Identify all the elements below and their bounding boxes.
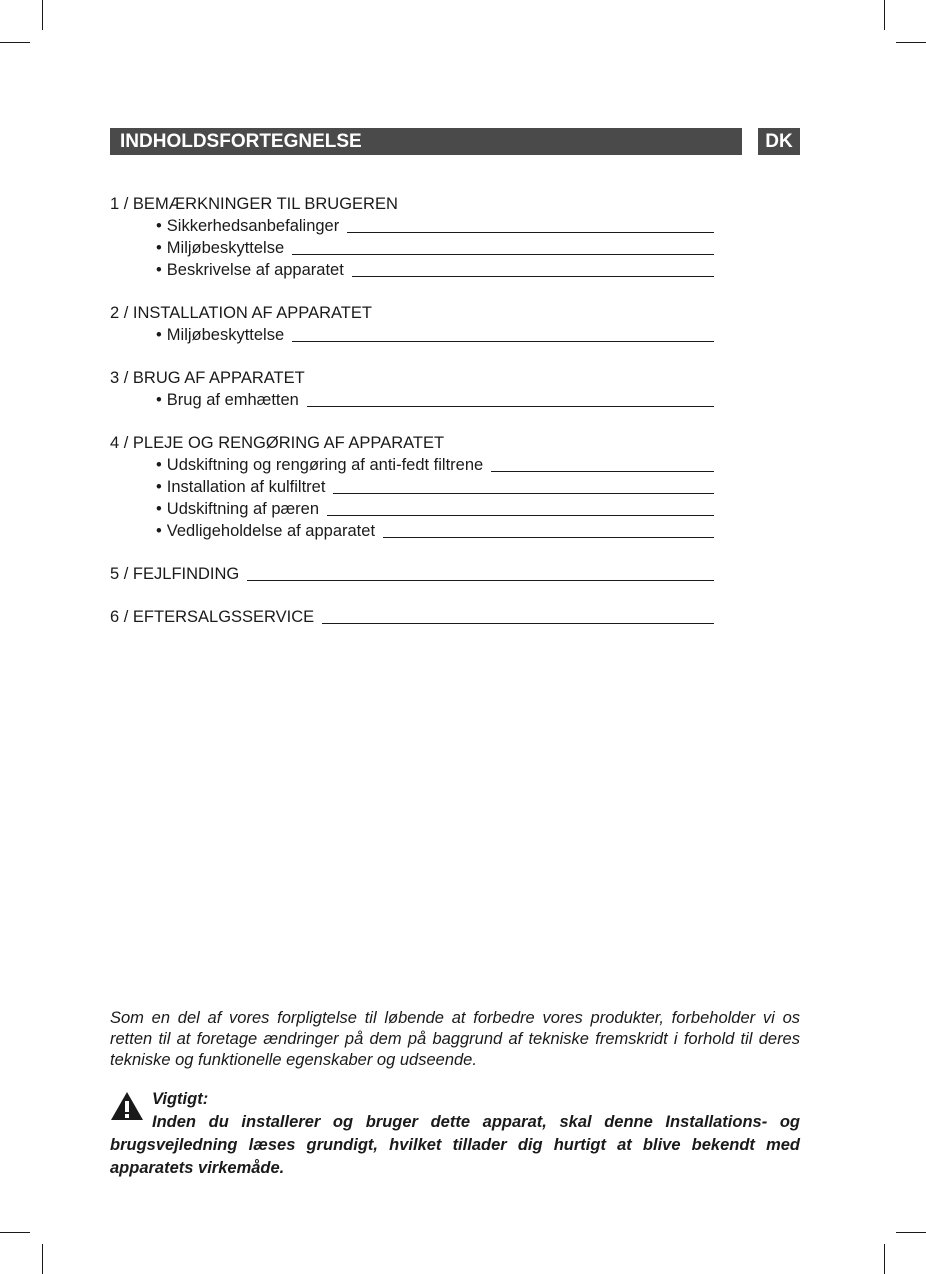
toc-item (110, 498, 714, 520)
toc-item (110, 476, 714, 498)
bullet-icon: • (156, 500, 162, 518)
crop-mark (42, 0, 43, 30)
crop-mark (896, 1232, 926, 1233)
toc-heading-label: 2 / INSTALLATION AF APPARATET (110, 304, 372, 322)
toc-section (110, 367, 714, 411)
toc-leader-line (247, 580, 714, 581)
crop-mark (42, 1244, 43, 1274)
bullet-icon: • (156, 456, 162, 474)
warning-icon (110, 1090, 144, 1122)
bullet-icon: • (156, 261, 162, 279)
toc-leader-line (307, 406, 714, 407)
toc-heading (110, 302, 714, 324)
toc-item-label: Miljøbeskyttelse (166, 326, 285, 344)
toc-leader-line (333, 493, 714, 494)
toc-item-label: Vedligeholdelse af apparatet (166, 522, 376, 540)
toc-leader-line (491, 471, 714, 472)
toc-item-label: Miljøbeskyttelse (166, 239, 285, 257)
toc-section (110, 432, 714, 542)
toc-section (110, 606, 714, 628)
toc-heading-label: 3 / BRUG AF APPARATET (110, 369, 305, 387)
toc-item (110, 454, 714, 476)
crop-mark (884, 1244, 885, 1274)
toc-heading-label: 4 / PLEJE OG RENGØRING AF APPARATET (110, 434, 445, 452)
toc-item-label: Sikkerhedsanbefalinger (166, 217, 340, 235)
toc-item-label: Brug af emhætten (166, 391, 299, 409)
toc-item-label: Beskrivelse af apparatet (166, 261, 344, 279)
crop-mark (0, 42, 30, 43)
toc-heading (110, 367, 714, 389)
toc-heading-label: 1 / BEMÆRKNINGER TIL BRUGEREN (110, 195, 398, 213)
crop-mark (0, 1232, 30, 1233)
toc-leader-line (383, 537, 714, 538)
crop-mark (896, 42, 926, 43)
table-of-contents (110, 193, 714, 649)
toc-item-label: Installation af kulfiltret (166, 478, 326, 496)
bullet-icon: • (156, 217, 162, 235)
toc-heading (110, 432, 714, 454)
bullet-icon: • (156, 391, 162, 409)
bullet-icon: • (156, 239, 162, 257)
bullet-icon: • (156, 326, 162, 344)
toc-leader-line (347, 232, 714, 233)
toc-item-label: Udskiftning af pæren (166, 500, 320, 518)
toc-leader-line (292, 341, 714, 342)
toc-leader-line (327, 515, 714, 516)
crop-mark (884, 0, 885, 30)
toc-item (110, 259, 714, 281)
toc-heading-label: 6 / EFTERSALGSSERVICE (110, 608, 315, 626)
disclaimer-text: Som en del af vores forpligtelse til løbende at forbedre vores produkter, forbeholder vi os retten til at foretage ændringer på dem på baggrund af tekniske fremskridt i forhold til deres tekniske og funktionelle egenskaber og udseende. (110, 1009, 800, 1069)
toc-heading (110, 606, 714, 628)
toc-section (110, 193, 714, 281)
toc-heading-label: 5 / FEJLFINDING (110, 565, 240, 583)
warning-title: Vigtigt: (152, 1090, 209, 1108)
toc-item (110, 215, 714, 237)
language-badge: DK (758, 128, 800, 155)
page-title: INDHOLDSFORTEGNELSE (110, 128, 742, 155)
warning-body: Inden du installerer og bruger dette apparat, skal denne Installations- og brugsvejledning læses grundigt, hvilket tillader dig hurtigt at blive bekendt med apparatets virkemåde. (110, 1113, 800, 1177)
bullet-icon: • (156, 522, 162, 540)
toc-item (110, 389, 714, 411)
toc-item (110, 520, 714, 542)
bullet-icon: • (156, 478, 162, 496)
toc-item-label: Udskiftning og rengøring af anti-fedt filtrene (166, 456, 484, 474)
toc-leader-line (292, 254, 714, 255)
toc-heading (110, 563, 714, 585)
toc-item (110, 324, 714, 346)
toc-leader-line (322, 623, 714, 624)
warning-block (110, 1088, 800, 1180)
toc-heading (110, 193, 714, 215)
toc-item (110, 237, 714, 259)
toc-section (110, 302, 714, 346)
toc-leader-line (352, 276, 714, 277)
toc-section (110, 563, 714, 585)
